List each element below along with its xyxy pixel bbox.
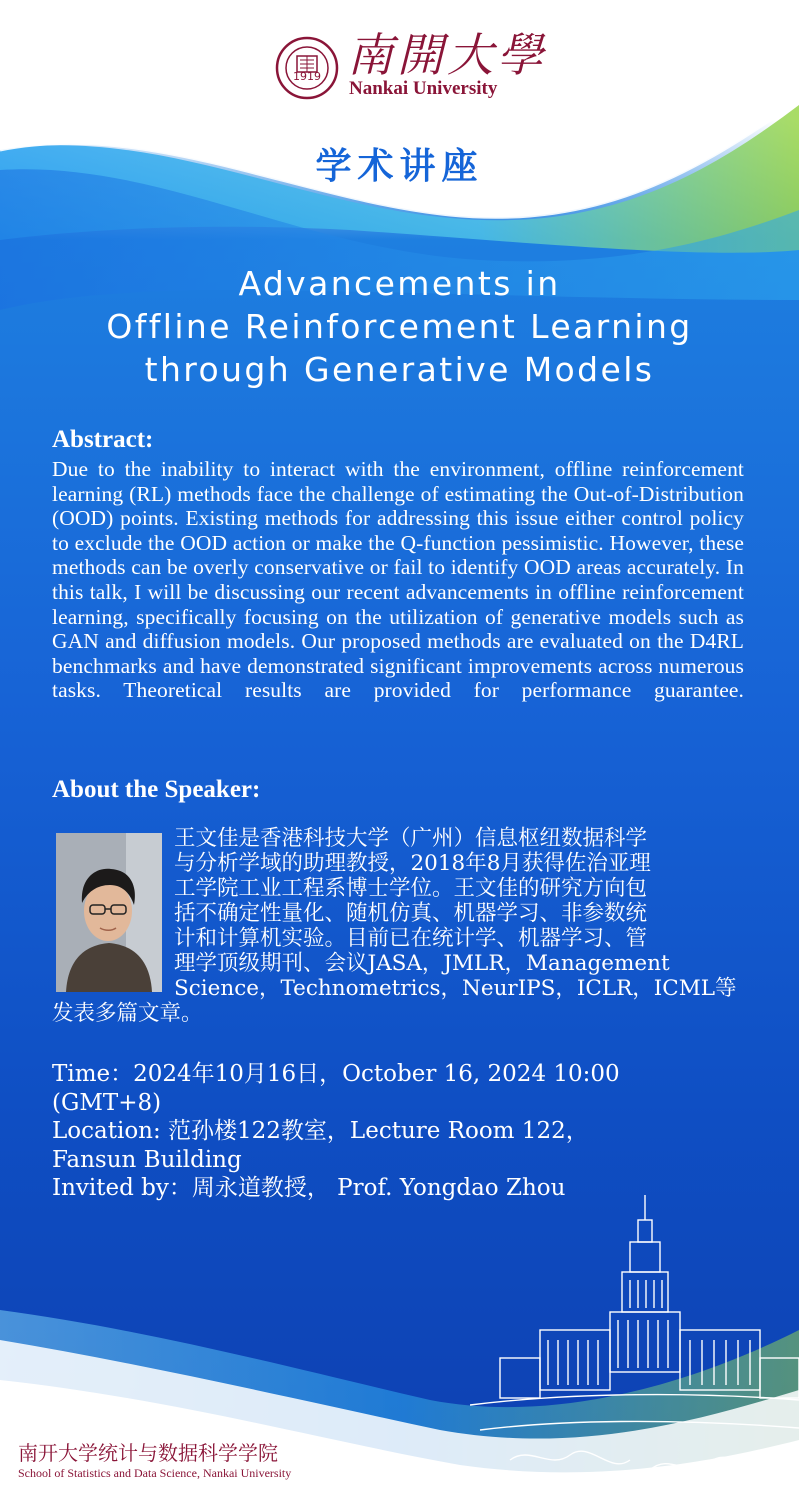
event-location: Location: 范孙楼122教室，Lecture Room 122， [52, 1118, 589, 1144]
event-time-zone: (GMT+8) [52, 1089, 162, 1116]
lecture-title [0, 262, 799, 391]
title-line: Advancements in [238, 264, 561, 303]
bio-line: 理学顶级期刊、会议JASA，JMLR，Management [174, 951, 670, 976]
speaker-heading: About the Speaker: [52, 776, 261, 803]
event-location-building: Fansun Building [52, 1146, 242, 1173]
speaker-bio [52, 826, 742, 1026]
university-seal-icon [275, 36, 339, 100]
school-name-chinese: 南开大学统计与数据科学学院 [18, 1441, 278, 1465]
abstract-heading: Abstract: [52, 426, 154, 453]
event-host: Invited by：周永道教授， Prof. Yongdao Zhou [52, 1175, 566, 1201]
bio-line: 王文佳是香港科技大学（广州）信息枢纽数据科学 [174, 826, 648, 851]
bio-line: Science，Technometrics，NeurIPS，ICLR，ICML等 [174, 976, 737, 1001]
event-type-heading: 学术讲座 [315, 146, 484, 187]
bio-line: 与分析学域的助理教授，2018年8月获得佐治亚理 [174, 851, 651, 876]
event-details [52, 1060, 752, 1203]
bio-line: 括不确定性量化、随机仿真、机器学习、非参数统 [174, 901, 648, 926]
bio-line: 工学院工业工程系博士学位。王文佳的研究方向包 [174, 876, 648, 901]
school-name-english: School of Statistics and Data Science, Nankai University [18, 1466, 292, 1480]
university-logo [275, 20, 547, 100]
logo-chinese-name: 南開大學 [347, 28, 547, 82]
logo-english-name: Nankai University [349, 78, 498, 99]
event-time: Time：2024年10月16日，October 16, 2024 10:00 [52, 1061, 620, 1087]
bio-line: 计和计算机实验。目前已在统计学、机器学习、管 [174, 926, 648, 951]
abstract-text: Due to the inability to interact with the environment, offline reinforcement learning (RL) methods face the challenge of estimating the Out-of-Distribution (OOD) points. Existing methods for addressing this issue either control policy to exclude the OOD action or make the Q-function pessimistic. However, these methods can be overly conservative or fail to identify OOD areas accurately. In this talk, I will be discussing our recent advancements in offline reinforcement learning, specifically focusing on the utilization of generative models such as GAN and diffusion models. Our proposed methods are evaluated on the D4RL benchmarks and have demonstrated significant improvements across numerous tasks. Theoretical results are provided for performance guarantee. [52, 457, 744, 703]
title-line: through Generative Models [144, 350, 655, 389]
campus-building-illustration [470, 1190, 799, 1499]
seal-year: 1919 [293, 70, 321, 83]
title-line: Offline Reinforcement Learning [106, 307, 693, 346]
bio-line: 发表多篇文章。 [52, 1001, 203, 1026]
